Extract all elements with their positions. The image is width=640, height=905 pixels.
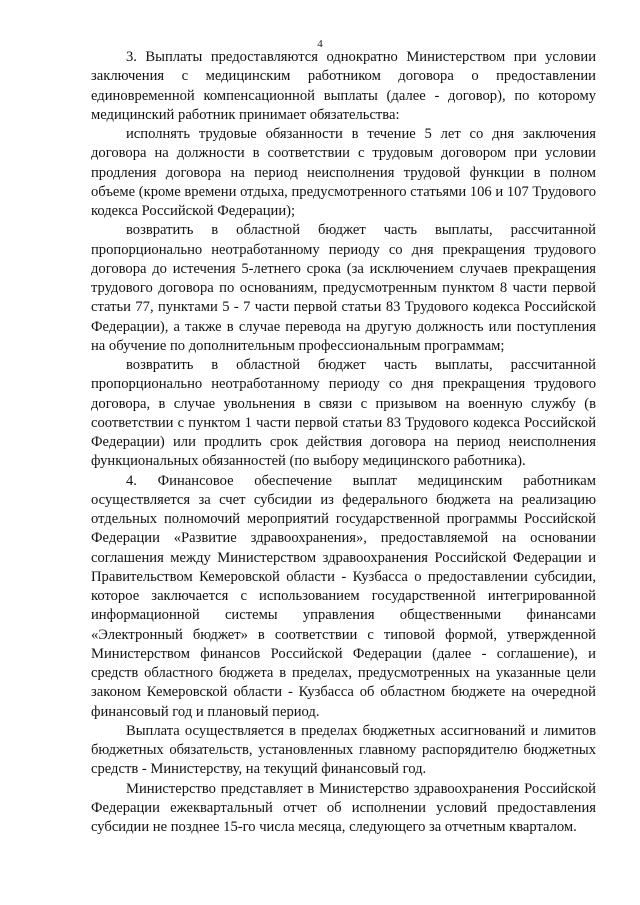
paragraph-obligation-return-1: возвратить в областной бюджет часть выплаты, рассчитанной пропорционально неотработанному периоду со дня прекращения трудового договора до истечения 5-летнего срока (за исключением случаев прекращения трудового договора по основаниям, предусмотренным пунктом 8 части первой статьи 77, пунктами 5 - 7 части первой статьи 83 Трудового кодекса Российской Федерации), а также в случае перевода на другую должность или поступления на обучение по дополнительным профессиональным программам; [91, 222, 596, 354]
paragraph-clause-3: 3. Выплаты предоставляются однократно Министерством при условии заключения с медицинским работником договора о предоставлении единовременной компенсационной выплаты (далее - договор), по которому медицинский работник принимает обязательства: [91, 49, 596, 123]
paragraph-obligation-return-2: возвратить в областной бюджет часть выплаты, рассчитанной пропорционально неотработанному периоду со дня прекращения трудового договора, в случае увольнения в связи с призывом на военную службу (в соответствии с пунктом 1 части первой статьи 83 Трудового кодекса Российской Федерации) или продлить срок действия договора на период неисполнения функциональных обязанностей (по выбору медицинского работника). [91, 357, 596, 470]
paragraph-quarterly-report: Министерство представляет в Министерство здравоохранения Российской Федерации ежеквартальный отчет об исполнении условий предоставления субсидии не позднее 15-го числа месяца, следующего за отчетным кварталом. [91, 780, 596, 835]
document-body [91, 48, 596, 837]
paragraph-clause-4: 4. Финансовое обеспечение выплат медицинским работникам осуществляется за счет субсидии из федерального бюджета на реализацию отдельных полномочий мероприятий государственной программы Российской Федерации «Развитие здравоохранения», предоставляемой на основании соглашения между Министерством здравоохранения Российской Федерации и Правительством Кемеровской области - Кузбасса о предоставлении субсидии, которое заключается с использованием государственной интегрированной информационной системы управления общественными финансами «Электронный бюджет» в соответствии с типовой формой, утвержденной Министерством финансов Российской Федерации (далее - соглашение), и средств областного бюджета в пределах, предусмотренных на указанные цели законом Кемеровской области - Кузбасса об областном бюджете на очередной финансовый год и плановый период. [91, 472, 596, 720]
paragraph-obligation-work: исполнять трудовые обязанности в течение 5 лет со дня заключения договора на должности в соответствии с трудовым договором при условии продления договора на период неисполнения трудовой функции в полном объеме (кроме времени отдыха, предусмотренного статьями 106 и 107 Трудового кодекса Российской Федерации); [91, 126, 596, 219]
page-number: 4 [317, 38, 323, 50]
paragraph-budget-limits: Выплата осуществляется в пределах бюджетных ассигнований и лимитов бюджетных обязательств, установленных главному распорядителю бюджетных средств - Министерству, на текущий финансовый год. [91, 722, 596, 778]
